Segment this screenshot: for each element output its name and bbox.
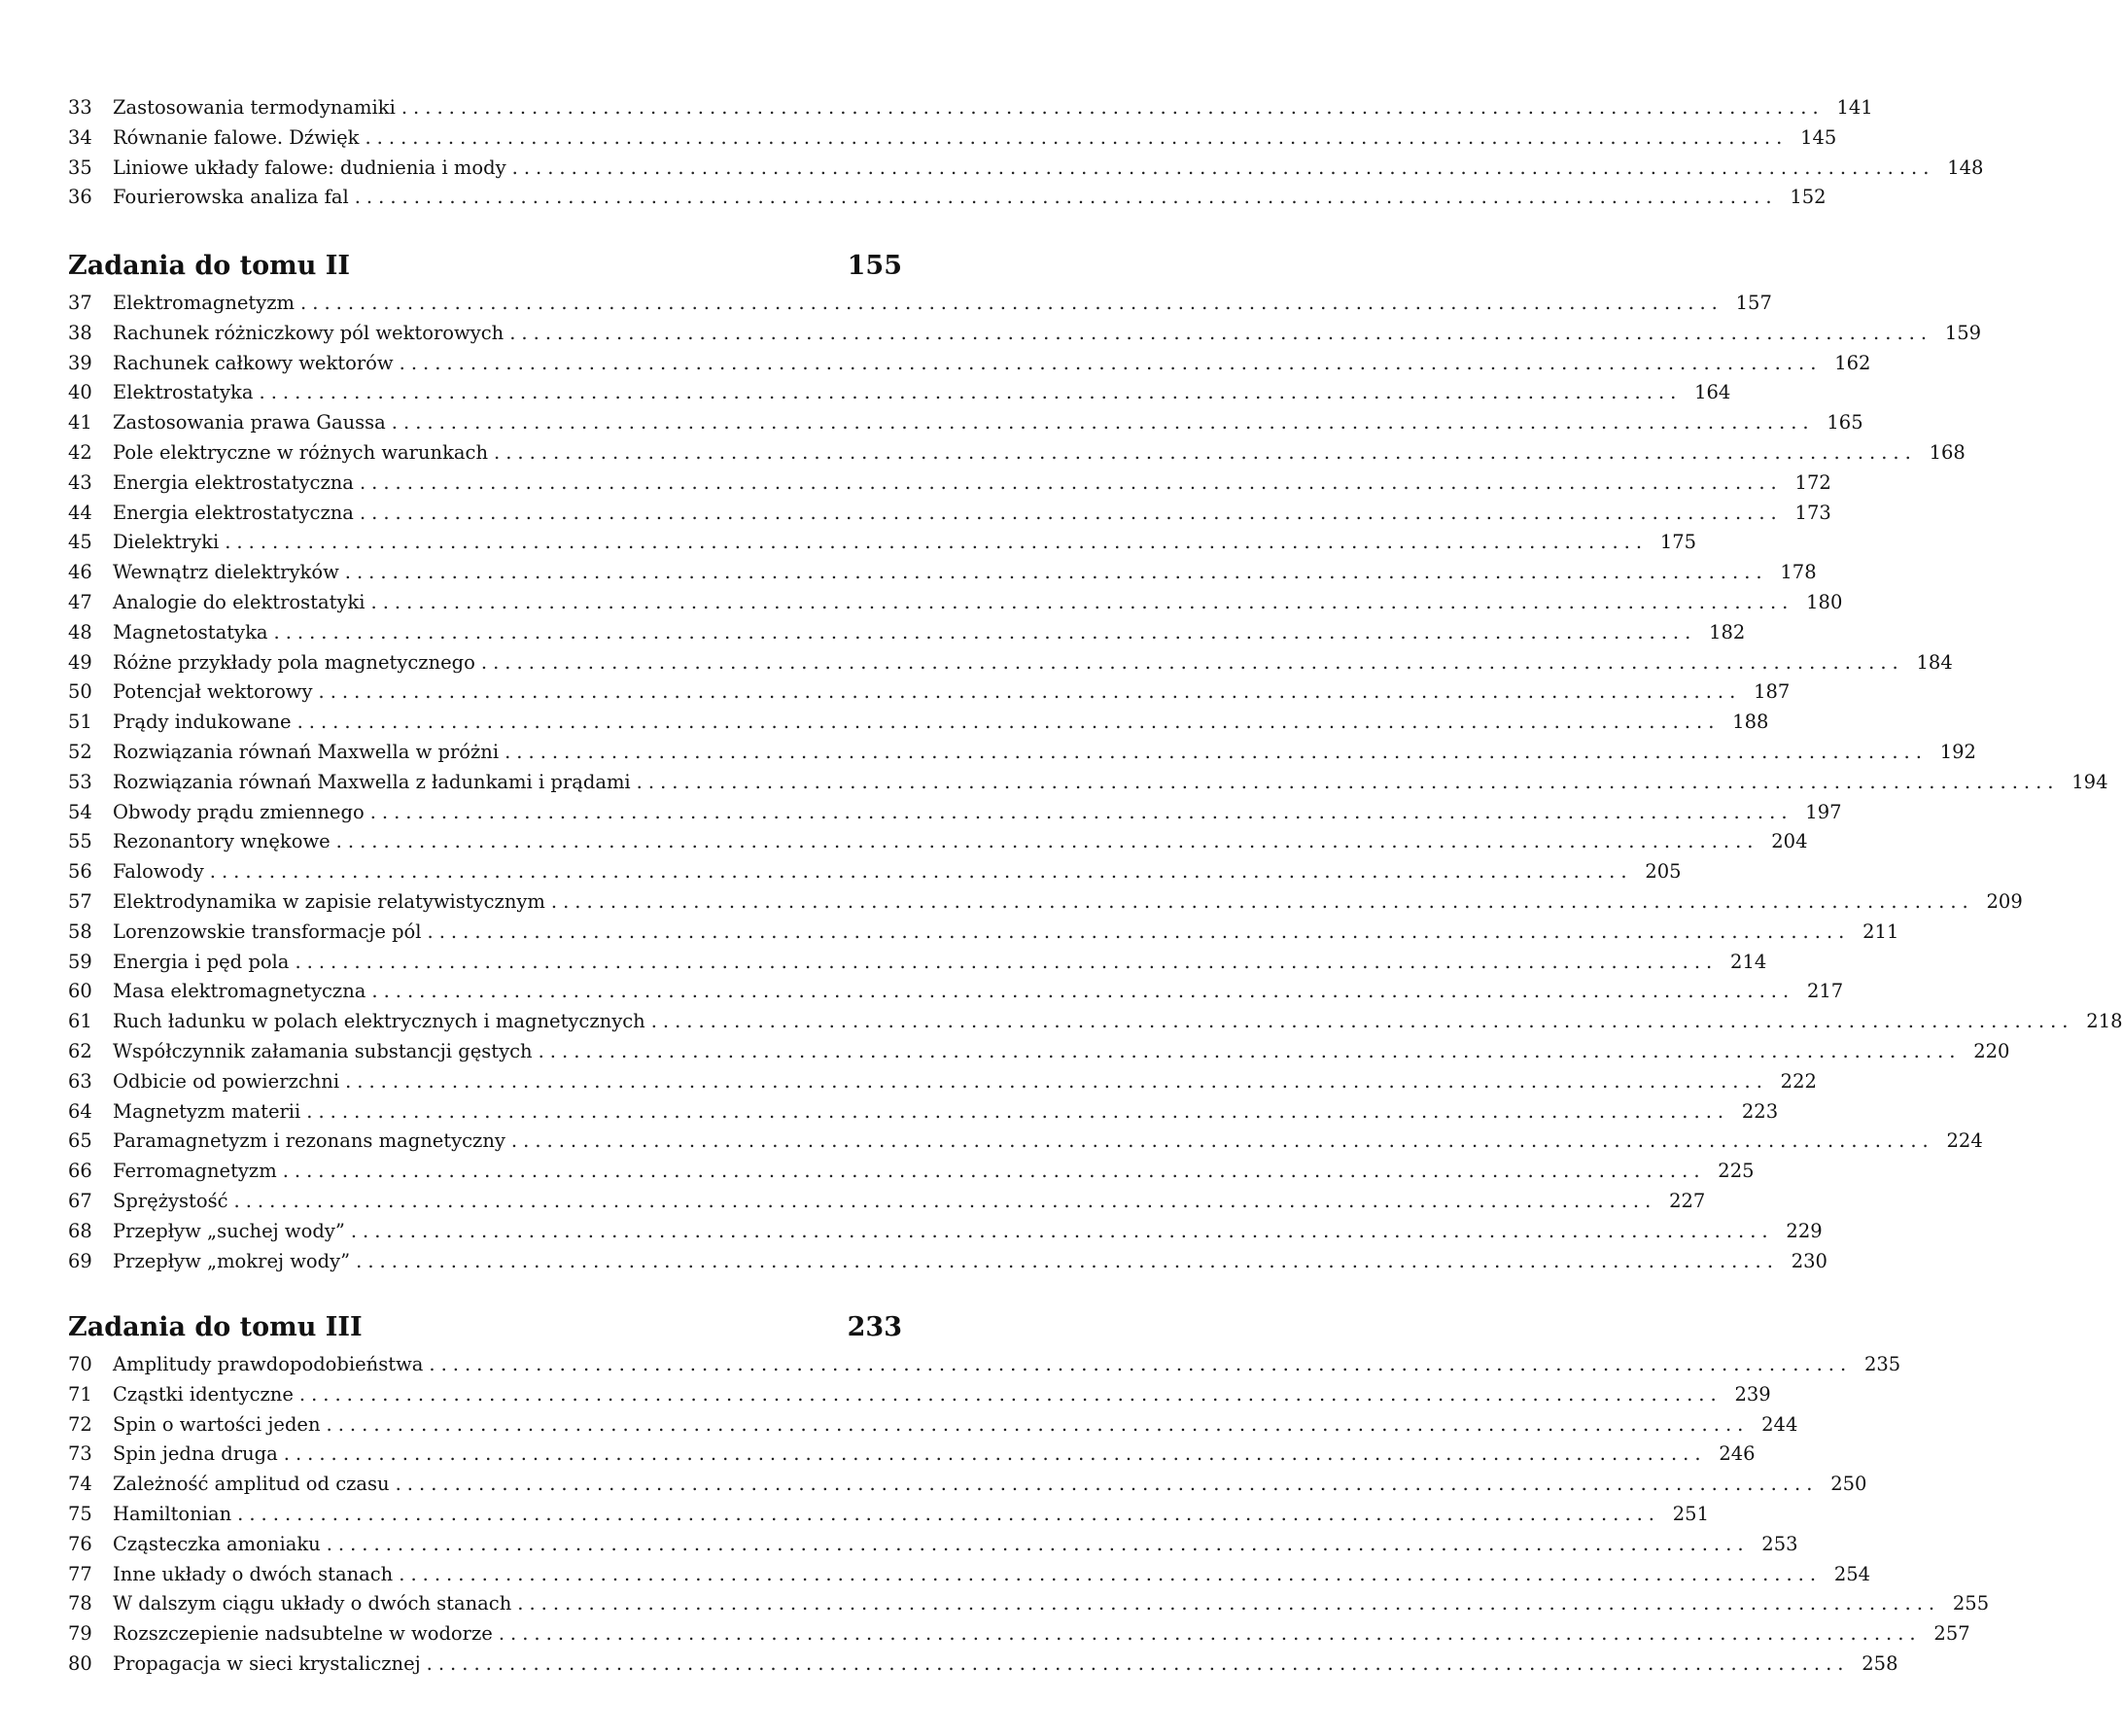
entry-page-number: 258 xyxy=(1862,1651,1898,1675)
entry-number: 40 xyxy=(68,381,92,404)
entry-title: Paramagnetyzm i rezonans magnetyczny xyxy=(113,1129,505,1153)
entry-number: 78 xyxy=(68,1592,92,1615)
dot-leader: ........................................................................................................................ xyxy=(356,1249,1779,1272)
toc-entry xyxy=(68,1007,2123,1037)
toc-entry xyxy=(68,588,1843,618)
entry-title: Falowody xyxy=(113,860,204,884)
toc-entry xyxy=(68,1350,1901,1380)
dot-leader: ........................................................................................................................ xyxy=(550,889,1974,913)
toc-entry xyxy=(68,1380,1771,1410)
toc-entry xyxy=(68,1500,1709,1530)
dot-leader: ........................................................................................................................ xyxy=(259,381,1683,404)
entry-number: 70 xyxy=(68,1353,92,1375)
entry-number: 47 xyxy=(68,590,92,613)
section-heading-tom-iii xyxy=(68,1312,902,1342)
entry-page-number: 214 xyxy=(1730,950,1767,973)
entry-number: 73 xyxy=(68,1442,92,1466)
entry-number: 63 xyxy=(68,1069,92,1093)
entry-title: Propagacja w sieci krystalicznej xyxy=(113,1651,421,1675)
toc-entry xyxy=(68,768,2108,798)
entry-number: 64 xyxy=(68,1099,92,1123)
toc-entry xyxy=(68,1649,1898,1680)
toc-entry xyxy=(68,1410,1798,1441)
toc-entry xyxy=(68,1589,1990,1619)
entry-page-number: 227 xyxy=(1669,1189,1706,1212)
entry-number: 51 xyxy=(68,711,92,734)
dot-leader: ........................................................................................................................ xyxy=(370,590,1794,613)
entry-title: W dalszym ciągu układy o dwóch stanach xyxy=(113,1592,512,1615)
entry-number: 62 xyxy=(68,1039,92,1062)
entry-title: Przepływ „suchej wody” xyxy=(113,1219,345,1242)
toc-entry xyxy=(68,857,1682,887)
entry-title: Potencjał wektorowy xyxy=(113,680,313,704)
toc-entry xyxy=(68,977,1844,1007)
entry-number: 76 xyxy=(68,1532,92,1555)
toc-section-tom-iii xyxy=(68,1350,1990,1680)
entry-title: Obwody prądu zmiennego xyxy=(113,800,365,823)
entry-page-number: 235 xyxy=(1863,1353,1901,1375)
dot-leader: ........................................................................................................................ xyxy=(636,770,2060,793)
entry-number: 60 xyxy=(68,980,92,1003)
entry-title: Hamiltonian xyxy=(113,1502,232,1525)
entry-page-number: 165 xyxy=(1827,411,1863,434)
toc-entry xyxy=(68,349,1871,379)
dot-leader: ........................................................................................................................ xyxy=(237,1502,1660,1525)
dot-leader: ........................................................................................................................ xyxy=(354,186,1778,209)
dot-leader: ........................................................................................................................ xyxy=(498,1622,1922,1646)
dot-leader: ........................................................................................................................ xyxy=(399,1562,1823,1585)
entry-title: Analogie do elektrostatyki xyxy=(113,590,365,613)
entry-page-number: 244 xyxy=(1761,1412,1798,1436)
entry-number: 48 xyxy=(68,620,92,643)
entry-number: 42 xyxy=(68,440,92,464)
entry-title: Zastosowania termodynamiki xyxy=(113,96,396,119)
entry-title: Rozszczepienie nadsubtelne w wodorze xyxy=(113,1622,493,1646)
section-heading-title: Zadania do tomu II xyxy=(68,251,350,281)
entry-title: Wewnątrz dielektryków xyxy=(113,561,339,584)
entry-page-number: 250 xyxy=(1830,1473,1867,1496)
dot-leader: ........................................................................................................................ xyxy=(429,1353,1853,1375)
entry-title: Elektromagnetyzm xyxy=(113,292,296,314)
entry-title: Magnetyzm materii xyxy=(113,1099,301,1123)
dot-leader: ........................................................................................................................ xyxy=(426,1651,1850,1675)
entry-number: 38 xyxy=(68,321,92,344)
entry-page-number: 184 xyxy=(1916,650,1953,674)
dot-leader: ........................................................................................................................ xyxy=(369,800,1793,823)
entry-title: Przepływ „mokrej wody” xyxy=(113,1249,351,1272)
entry-page-number: 175 xyxy=(1659,531,1697,554)
dot-leader: ........................................................................................................................ xyxy=(273,620,1697,643)
entry-page-number: 173 xyxy=(1794,501,1831,524)
dot-leader: ........................................................................................................................ xyxy=(517,1592,1941,1615)
entry-number: 57 xyxy=(68,889,92,913)
entry-number: 77 xyxy=(68,1562,92,1585)
dot-leader: ........................................................................................................................ xyxy=(359,501,1783,524)
entry-title: Lorenzowskie transformacje pól xyxy=(113,920,422,943)
entry-number: 68 xyxy=(68,1219,92,1242)
entry-page-number: 187 xyxy=(1754,680,1791,704)
entry-title: Zastosowania prawa Gaussa xyxy=(113,411,386,434)
entry-title: Odbicie od powierzchni xyxy=(113,1069,340,1093)
entry-title: Energia elektrostatyczna xyxy=(113,470,354,494)
entry-title: Różne przykłady pola magnetycznego xyxy=(113,650,475,674)
toc-entry xyxy=(68,618,1746,648)
entry-title: Inne układy o dwóch stanach xyxy=(113,1562,394,1585)
toc-entry xyxy=(68,1247,1827,1277)
dot-leader: ........................................................................................................................ xyxy=(650,1010,2074,1033)
entry-page-number: 178 xyxy=(1780,561,1817,584)
entry-title: Zależność amplitud od czasu xyxy=(113,1473,390,1496)
toc-section-tom-ii xyxy=(68,289,2123,1276)
toc-entry xyxy=(68,827,1808,857)
entry-title: Ruch ładunku w polach elektrycznych i magnetycznych xyxy=(113,1010,645,1033)
dot-leader: ........................................................................................................................ xyxy=(359,470,1783,494)
entry-page-number: 168 xyxy=(1929,440,1966,464)
entry-page-number: 211 xyxy=(1862,920,1899,943)
dot-leader: ........................................................................................................................ xyxy=(494,440,1917,464)
entry-number: 43 xyxy=(68,470,92,494)
entry-title: Prądy indukowane xyxy=(113,711,292,734)
entry-page-number: 230 xyxy=(1791,1249,1827,1272)
entry-title: Amplitudy prawdopodobieństwa xyxy=(113,1353,424,1375)
entry-title: Magnetostatyka xyxy=(113,620,268,643)
dot-leader: ........................................................................................................................ xyxy=(282,1160,1706,1183)
entry-page-number: 159 xyxy=(1944,321,1982,344)
dot-leader: ........................................................................................................................ xyxy=(283,1442,1707,1466)
toc-entry xyxy=(68,319,1982,349)
dot-leader: ........................................................................................................................ xyxy=(306,1099,1730,1123)
toc-entry xyxy=(68,123,1837,154)
entry-number: 72 xyxy=(68,1412,92,1436)
toc-entry xyxy=(68,1187,1706,1217)
entry-title: Rozwiązania równań Maxwella w próżni xyxy=(113,740,500,763)
dot-leader: ........................................................................................................................ xyxy=(400,96,1825,119)
entry-page-number: 257 xyxy=(1933,1622,1970,1646)
entry-page-number: 205 xyxy=(1645,860,1682,884)
entry-number: 69 xyxy=(68,1249,92,1272)
entry-page-number: 239 xyxy=(1734,1382,1771,1406)
toc-entry xyxy=(68,648,1953,678)
entry-page-number: 180 xyxy=(1806,590,1843,613)
entry-number: 35 xyxy=(68,156,92,179)
entry-title: Pole elektryczne w różnych warunkach xyxy=(113,440,489,464)
entry-title: Rachunek różniczkowy pól wektorowych xyxy=(113,321,505,344)
toc-entry xyxy=(68,469,1831,499)
entry-page-number: 255 xyxy=(1952,1592,1990,1615)
section-heading-page: 233 xyxy=(847,1312,902,1342)
entry-number: 59 xyxy=(68,950,92,973)
section-heading-title: Zadania do tomu III xyxy=(68,1312,363,1342)
dot-leader: ........................................................................................................................ xyxy=(480,650,1904,674)
entry-page-number: 141 xyxy=(1836,96,1873,119)
entry-title: Współczynnik załamania substancji gęstych xyxy=(113,1039,533,1062)
toc-entry xyxy=(68,798,1842,828)
entry-page-number: 229 xyxy=(1786,1219,1823,1242)
section-heading-tom-ii xyxy=(68,251,902,281)
dot-leader: ........................................................................................................................ xyxy=(510,1129,1934,1153)
entry-number: 66 xyxy=(68,1160,92,1183)
entry-number: 33 xyxy=(68,96,92,119)
entry-page-number: 209 xyxy=(1986,889,2023,913)
toc-entry xyxy=(68,918,1899,948)
toc-entry xyxy=(68,948,1767,978)
toc-entry xyxy=(68,1560,1871,1590)
entry-title: Spin jedna druga xyxy=(113,1442,278,1466)
entry-page-number: 225 xyxy=(1718,1160,1755,1183)
entry-page-number: 197 xyxy=(1805,800,1842,823)
dot-leader: ........................................................................................................................ xyxy=(345,1069,1768,1093)
entry-page-number: 172 xyxy=(1794,470,1831,494)
toc-entry xyxy=(68,558,1817,588)
entry-title: Sprężystość xyxy=(113,1189,228,1212)
dot-leader: ........................................................................................................................ xyxy=(300,292,1723,314)
entry-number: 39 xyxy=(68,351,92,374)
entry-page-number: 145 xyxy=(1800,125,1837,149)
entry-page-number: 188 xyxy=(1732,711,1769,734)
dot-leader: ........................................................................................................................ xyxy=(326,1412,1750,1436)
entry-page-number: 182 xyxy=(1709,620,1746,643)
toc-entry xyxy=(68,1067,1817,1097)
toc-entry xyxy=(68,1619,1970,1649)
toc-entry xyxy=(68,289,1772,319)
entry-page-number: 254 xyxy=(1833,1562,1871,1585)
dot-leader: ........................................................................................................................ xyxy=(399,351,1823,374)
entry-title: Dielektryki xyxy=(113,531,220,554)
dot-leader: ........................................................................................................................ xyxy=(335,830,1759,853)
entry-number: 74 xyxy=(68,1473,92,1496)
entry-page-number: 218 xyxy=(2086,1010,2123,1033)
entry-number: 50 xyxy=(68,680,92,704)
entry-number: 61 xyxy=(68,1010,92,1033)
entry-page-number: 164 xyxy=(1694,381,1731,404)
entry-number: 44 xyxy=(68,501,92,524)
entry-page-number: 148 xyxy=(1947,156,1984,179)
dot-leader: ........................................................................................................................ xyxy=(209,860,1633,884)
entry-title: Ferromagnetyzm xyxy=(113,1160,277,1183)
entry-number: 79 xyxy=(68,1622,92,1646)
entry-title: Elektrostatyka xyxy=(113,381,254,404)
entry-page-number: 217 xyxy=(1806,980,1844,1003)
toc-entry xyxy=(68,378,1731,408)
toc-entry xyxy=(68,1157,1755,1187)
entry-page-number: 223 xyxy=(1741,1099,1779,1123)
entry-number: 34 xyxy=(68,125,92,149)
toc-entry xyxy=(68,1440,1756,1470)
entry-title: Elektrodynamika w zapisie relatywistycznym xyxy=(113,889,545,913)
toc-entry xyxy=(68,1097,1779,1128)
toc-entry xyxy=(68,154,1984,184)
entry-page-number: 224 xyxy=(1946,1129,1983,1153)
toc-entry xyxy=(68,93,1873,123)
entry-number: 45 xyxy=(68,531,92,554)
toc-entry xyxy=(68,438,1966,469)
toc-entry xyxy=(68,708,1769,738)
entry-number: 71 xyxy=(68,1382,92,1406)
dot-leader: ........................................................................................................................ xyxy=(505,740,1928,763)
dot-leader: ........................................................................................................................ xyxy=(233,1189,1657,1212)
entry-page-number: 251 xyxy=(1672,1502,1709,1525)
entry-number: 65 xyxy=(68,1129,92,1153)
dot-leader: ........................................................................................................................ xyxy=(298,1382,1723,1406)
entry-number: 67 xyxy=(68,1189,92,1212)
toc-entry xyxy=(68,1217,1823,1247)
entry-number: 54 xyxy=(68,800,92,823)
toc-entry xyxy=(68,1470,1867,1500)
entry-number: 36 xyxy=(68,186,92,209)
dot-leader: ........................................................................................................................ xyxy=(427,920,1851,943)
dot-leader: ........................................................................................................................ xyxy=(365,125,1789,149)
entry-number: 56 xyxy=(68,860,92,884)
toc-entry xyxy=(68,528,1697,558)
dot-leader: ........................................................................................................................ xyxy=(371,980,1795,1003)
toc-entry xyxy=(68,1127,1983,1157)
entry-page-number: 204 xyxy=(1771,830,1808,853)
entry-page-number: 220 xyxy=(1973,1039,2010,1062)
toc-entry xyxy=(68,183,1827,213)
toc-entry xyxy=(68,1530,1798,1560)
dot-leader: ........................................................................................................................ xyxy=(391,411,1815,434)
entry-page-number: 194 xyxy=(2071,770,2108,793)
toc-entry xyxy=(68,738,1976,768)
entry-page-number: 246 xyxy=(1719,1442,1756,1466)
entry-page-number: 253 xyxy=(1761,1532,1798,1555)
dot-leader: ........................................................................................................................ xyxy=(395,1473,1819,1496)
entry-title: Rezonantory wnękowe xyxy=(113,830,331,853)
entry-page-number: 152 xyxy=(1790,186,1827,209)
dot-leader: ........................................................................................................................ xyxy=(295,950,1719,973)
dot-leader: ........................................................................................................................ xyxy=(538,1039,1962,1062)
entry-title: Masa elektromagnetyczna xyxy=(113,980,366,1003)
entry-number: 55 xyxy=(68,830,92,853)
entry-title: Rozwiązania równań Maxwella z ładunkami i prądami xyxy=(113,770,631,793)
dot-leader: ........................................................................................................................ xyxy=(225,531,1649,554)
dot-leader: ........................................................................................................................ xyxy=(318,680,1742,704)
entry-page-number: 162 xyxy=(1834,351,1871,374)
entry-number: 46 xyxy=(68,561,92,584)
entry-number: 52 xyxy=(68,740,92,763)
entry-title: Równanie falowe. Dźwięk xyxy=(113,125,360,149)
toc-entry xyxy=(68,408,1863,438)
entry-title: Liniowe układy falowe: dudnienia i mody xyxy=(113,156,506,179)
entry-number: 75 xyxy=(68,1502,92,1525)
entry-page-number: 192 xyxy=(1939,740,1976,763)
entry-title: Rachunek całkowy wektorów xyxy=(113,351,394,374)
section-heading-page: 155 xyxy=(847,251,902,281)
dot-leader: ........................................................................................................................ xyxy=(344,561,1768,584)
dot-leader: ........................................................................................................................ xyxy=(296,711,1721,734)
dot-leader: ........................................................................................................................ xyxy=(511,156,1935,179)
entry-title: Energia elektrostatyczna xyxy=(113,501,354,524)
entry-title: Cząstki identyczne xyxy=(113,1382,294,1406)
dot-leader: ........................................................................................................................ xyxy=(509,321,1933,344)
entry-page-number: 157 xyxy=(1735,292,1772,314)
entry-number: 37 xyxy=(68,292,92,314)
entry-title: Energia i pęd pola xyxy=(113,950,290,973)
entry-title: Spin o wartości jeden xyxy=(113,1412,321,1436)
entry-number: 58 xyxy=(68,920,92,943)
entry-number: 80 xyxy=(68,1651,92,1675)
toc-entry xyxy=(68,677,1791,708)
toc-entry xyxy=(68,499,1831,529)
entry-number: 53 xyxy=(68,770,92,793)
entry-number: 49 xyxy=(68,650,92,674)
entry-title: Fourierowska analiza fal xyxy=(113,186,349,209)
dot-leader: ........................................................................................................................ xyxy=(326,1532,1750,1555)
toc-section-top xyxy=(68,93,1984,213)
entry-title: Cząsteczka amoniaku xyxy=(113,1532,321,1555)
dot-leader: ........................................................................................................................ xyxy=(350,1219,1774,1242)
toc-entry xyxy=(68,1037,2010,1067)
entry-page-number: 222 xyxy=(1780,1069,1817,1093)
entry-number: 41 xyxy=(68,411,92,434)
toc-entry xyxy=(68,887,2023,918)
